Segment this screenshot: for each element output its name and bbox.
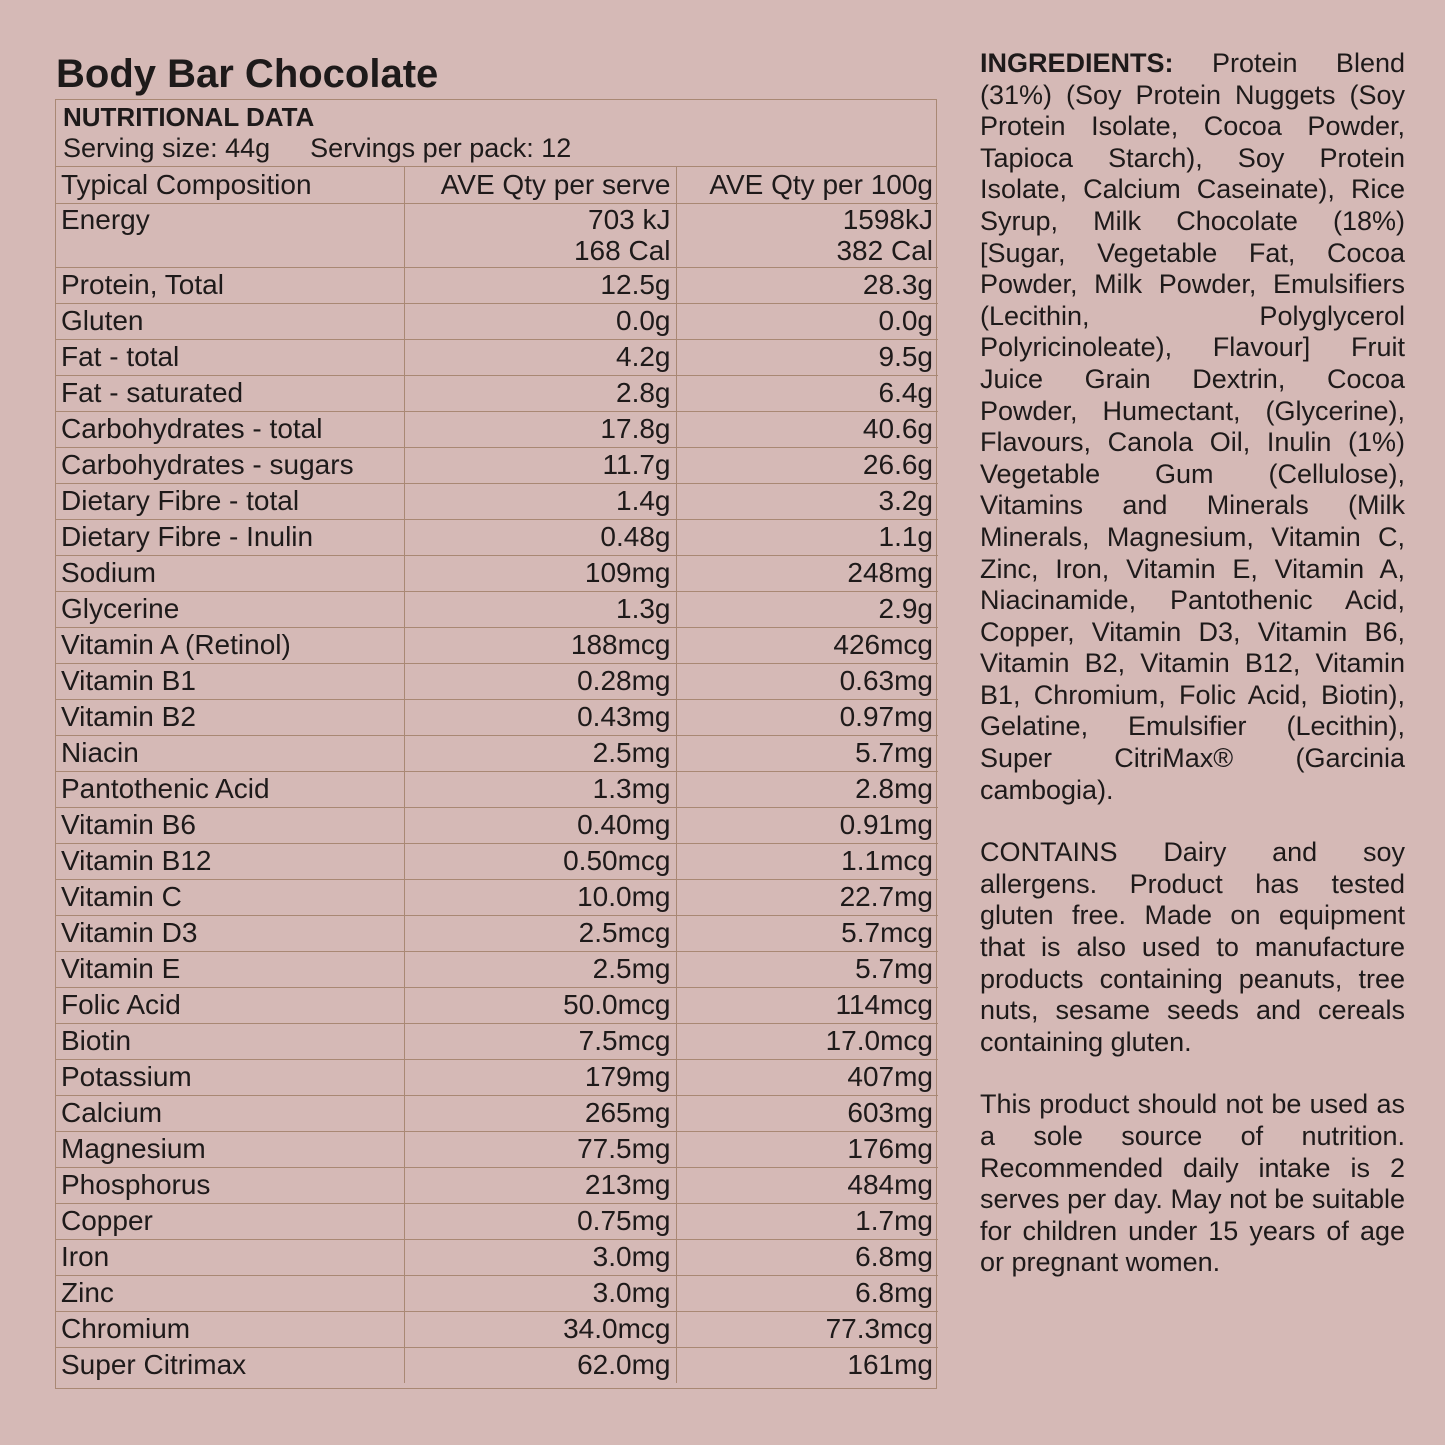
value-per-100g: 2.9g: [676, 591, 938, 627]
value-per-serve: 7.5mcg: [404, 1023, 676, 1059]
nutrient-name: Vitamin B6: [56, 807, 404, 843]
value-per-100g: 26.6g: [676, 447, 938, 483]
nutrient-row: [56, 555, 938, 591]
value-per-serve: 265mg: [404, 1095, 676, 1131]
value-per-100g: 603mg: [676, 1095, 938, 1131]
serving-size: Serving size: 44g: [63, 133, 271, 163]
energy-row: [56, 203, 938, 267]
nutrient-row: [56, 1239, 938, 1275]
energy-per-serve: [404, 203, 676, 267]
nutrient-name: Vitamin E: [56, 951, 404, 987]
value-per-100g: 6.8mg: [676, 1275, 938, 1311]
nutrient-name: Magnesium: [56, 1131, 404, 1167]
nutrient-name: Vitamin B2: [56, 699, 404, 735]
value-per-serve: 1.3g: [404, 591, 676, 627]
column-header-composition: Typical Composition: [56, 167, 404, 203]
nutrient-row: [56, 1095, 938, 1131]
value-per-100g: 9.5g: [676, 339, 938, 375]
nutrient-row: [56, 591, 938, 627]
nutrient-name: Chromium: [56, 1311, 404, 1347]
value-per-100g: 426mcg: [676, 627, 938, 663]
value-per-serve: 0.0g: [404, 303, 676, 339]
nutrient-name: Vitamin B12: [56, 843, 404, 879]
servings-per-pack: Servings per pack: 12: [310, 133, 572, 163]
value-per-serve: 12.5g: [404, 267, 676, 303]
value-per-serve: 50.0mcg: [404, 987, 676, 1023]
nutrient-name: Vitamin D3: [56, 915, 404, 951]
value-per-serve: 213mg: [404, 1167, 676, 1203]
value-per-serve: 1.4g: [404, 483, 676, 519]
nutrient-row: [56, 375, 938, 411]
value-per-serve: 0.28mg: [404, 663, 676, 699]
value-per-100g: 484mg: [676, 1167, 938, 1203]
nutrient-row: [56, 627, 938, 663]
value-per-100g: 1.1mcg: [676, 843, 938, 879]
energy-per-100g: [676, 203, 938, 267]
nutrition-table: [56, 167, 938, 1383]
ingredients-label: INGREDIENTS:: [980, 48, 1174, 78]
value-per-100g: 0.91mg: [676, 807, 938, 843]
nutrient-name: Super Citrimax: [56, 1347, 404, 1383]
column-header-per-100g: AVE Qty per 100g: [676, 167, 938, 203]
nutrient-row: [56, 519, 938, 555]
value-per-100g: 0.97mg: [676, 699, 938, 735]
nutrient-row: [56, 1023, 938, 1059]
value-per-serve: 0.75mg: [404, 1203, 676, 1239]
value-per-serve: 0.40mg: [404, 807, 676, 843]
nutrient-name: Vitamin A (Retinol): [56, 627, 404, 663]
value-per-serve: 10.0mg: [404, 879, 676, 915]
nutrient-name: Calcium: [56, 1095, 404, 1131]
value-per-100g: 114mcg: [676, 987, 938, 1023]
nutrient-name: Glycerine: [56, 591, 404, 627]
nutrient-row: [56, 879, 938, 915]
nutrient-name: Biotin: [56, 1023, 404, 1059]
nutrient-row: [56, 303, 938, 339]
value-per-100g: 6.8mg: [676, 1239, 938, 1275]
product-title: Body Bar Chocolate: [56, 52, 439, 96]
value-per-serve: 3.0mg: [404, 1275, 676, 1311]
serving-info: [63, 132, 936, 164]
value-per-serve: 0.43mg: [404, 699, 676, 735]
nutrient-row: [56, 1311, 938, 1347]
nutrient-row: [56, 1167, 938, 1203]
value-per-serve: 77.5mg: [404, 1131, 676, 1167]
energy-100g-cal: 382 Cal: [836, 234, 933, 266]
nutrient-row: [56, 771, 938, 807]
value-per-100g: 6.4g: [676, 375, 938, 411]
nutrient-row: [56, 915, 938, 951]
value-per-serve: 0.48g: [404, 519, 676, 555]
nutrient-row: [56, 339, 938, 375]
nutrient-name: Vitamin B1: [56, 663, 404, 699]
nutrient-name: Zinc: [56, 1275, 404, 1311]
nutrient-name: Fat - saturated: [56, 375, 404, 411]
value-per-100g: 28.3g: [676, 267, 938, 303]
value-per-100g: 1.7mg: [676, 1203, 938, 1239]
value-per-100g: 248mg: [676, 555, 938, 591]
nutrient-row: [56, 987, 938, 1023]
value-per-serve: 2.8g: [404, 375, 676, 411]
column-header-per-serve: AVE Qty per serve: [404, 167, 676, 203]
nutrient-row: [56, 807, 938, 843]
value-per-serve: 17.8g: [404, 411, 676, 447]
value-per-100g: 5.7mcg: [676, 915, 938, 951]
nutrient-name: Niacin: [56, 735, 404, 771]
energy-100g-kj: 1598kJ: [842, 203, 933, 235]
nutrient-row: [56, 699, 938, 735]
value-per-serve: 1.3mg: [404, 771, 676, 807]
value-per-100g: 0.0g: [676, 303, 938, 339]
value-per-100g: 5.7mg: [676, 735, 938, 771]
value-per-serve: 188mcg: [404, 627, 676, 663]
nutrient-row: [56, 951, 938, 987]
nutrient-name: Dietary Fibre - Inulin: [56, 519, 404, 555]
nutrient-row: [56, 1059, 938, 1095]
value-per-100g: 22.7mg: [676, 879, 938, 915]
value-per-100g: 2.8mg: [676, 771, 938, 807]
nutrient-name: Potassium: [56, 1059, 404, 1095]
value-per-serve: 34.0mcg: [404, 1311, 676, 1347]
table-header-row: [56, 167, 938, 203]
nutrient-name: Sodium: [56, 555, 404, 591]
value-per-serve: 109mg: [404, 555, 676, 591]
ingredients-paragraph: [980, 48, 1405, 806]
value-per-100g: 17.0mcg: [676, 1023, 938, 1059]
value-per-serve: 11.7g: [404, 447, 676, 483]
value-per-serve: 179mg: [404, 1059, 676, 1095]
nutrient-name: Fat - total: [56, 339, 404, 375]
value-per-serve: 3.0mg: [404, 1239, 676, 1275]
nutrient-name: Gluten: [56, 303, 404, 339]
nutrient-row: [56, 1131, 938, 1167]
value-per-100g: 176mg: [676, 1131, 938, 1167]
nutrient-name: Protein, Total: [56, 267, 404, 303]
nutrition-panel-header: [56, 100, 936, 167]
nutrient-row: [56, 1275, 938, 1311]
nutrient-name: Pantothenic Acid: [56, 771, 404, 807]
nutrient-name: Carbohydrates - total: [56, 411, 404, 447]
nutrient-row: [56, 1203, 938, 1239]
nutrient-name: Vitamin C: [56, 879, 404, 915]
value-per-serve: 62.0mg: [404, 1347, 676, 1383]
value-per-100g: 407mg: [676, 1059, 938, 1095]
energy-serve-kj: 703 kJ: [588, 203, 671, 235]
value-per-100g: 1.1g: [676, 519, 938, 555]
nutrient-row: [56, 1347, 938, 1383]
value-per-serve: 2.5mg: [404, 735, 676, 771]
value-per-100g: 77.3mcg: [676, 1311, 938, 1347]
value-per-serve: 4.2g: [404, 339, 676, 375]
nutrient-name: Folic Acid: [56, 987, 404, 1023]
nutrient-name: Phosphorus: [56, 1167, 404, 1203]
nutrient-name: Carbohydrates - sugars: [56, 447, 404, 483]
usage-warning: This product should not be used as a sole source of nutrition. Recommended daily intake is 2 serves per day. May not be suitable for children under 15 years of age or pregnant women.: [980, 1089, 1405, 1278]
nutrient-name: Copper: [56, 1203, 404, 1239]
nutritional-data-label: NUTRITIONAL DATA: [63, 102, 315, 132]
value-per-100g: 161mg: [847, 1349, 933, 1381]
nutrient-row: [56, 843, 938, 879]
value-per-100g: 3.2g: [676, 483, 938, 519]
nutrient-row: [56, 735, 938, 771]
allergen-statement: CONTAINS Dairy and soy allergens. Product has tested gluten free. Made on equipment that is also used to manufacture products containing peanuts, tree nuts, sesame seeds and cereals containing gluten.: [980, 837, 1405, 1057]
nutrition-panel: [55, 99, 937, 1389]
nutrient-row: [56, 663, 938, 699]
nutrient-row: [56, 267, 938, 303]
value-per-100g: 5.7mg: [676, 951, 938, 987]
nutrient-row: [56, 411, 938, 447]
nutrient-name: Energy: [56, 203, 404, 267]
ingredients-text: Protein Blend (31%) (Soy Protein Nuggets (Soy Protein Isolate, Cocoa Powder, Tapioca Starch), Soy Protein Isolate, Calcium Caseinate), Rice Syrup, Milk Chocolate (18%) [Sugar, Vegetable Fat, Cocoa Powder, Milk Powder, Emulsifiers (Lecithin, Polyglycerol Polyricinoleate), Flavour] Fruit Juice Grain Dextrin, Cocoa Powder, Humectant, (Glycerine), Flavours, Canola Oil, Inulin (1%) Vegetable Gum (Cellulose), Vitamins and Minerals (Milk Minerals, Magnesium, Vitamin C, Zinc, Iron, Vitamin E, Vitamin A, Niacinamide, Pantothenic Acid, Copper, Vitamin D3, Vitamin B6, Vitamin B2, Vitamin B12, Vitamin B1, Chromium, Folic Acid, Biotin), Gelatine, Emulsifier (Lecithin), Super CitriMax® (Garcinia cambogia).: [980, 48, 1405, 805]
value-per-serve: 0.50mcg: [404, 843, 676, 879]
value-per-serve: 2.5mcg: [404, 915, 676, 951]
ingredients-column: [980, 48, 1405, 1279]
nutrient-name: Dietary Fibre - total: [56, 483, 404, 519]
energy-serve-cal: 168 Cal: [573, 234, 671, 266]
value-per-100g: 40.6g: [676, 411, 938, 447]
nutrient-row: [56, 483, 938, 519]
nutrient-name: Iron: [56, 1239, 404, 1275]
value-per-100g: 0.63mg: [676, 663, 938, 699]
value-per-serve: 2.5mg: [404, 951, 676, 987]
nutrient-row: [56, 447, 938, 483]
